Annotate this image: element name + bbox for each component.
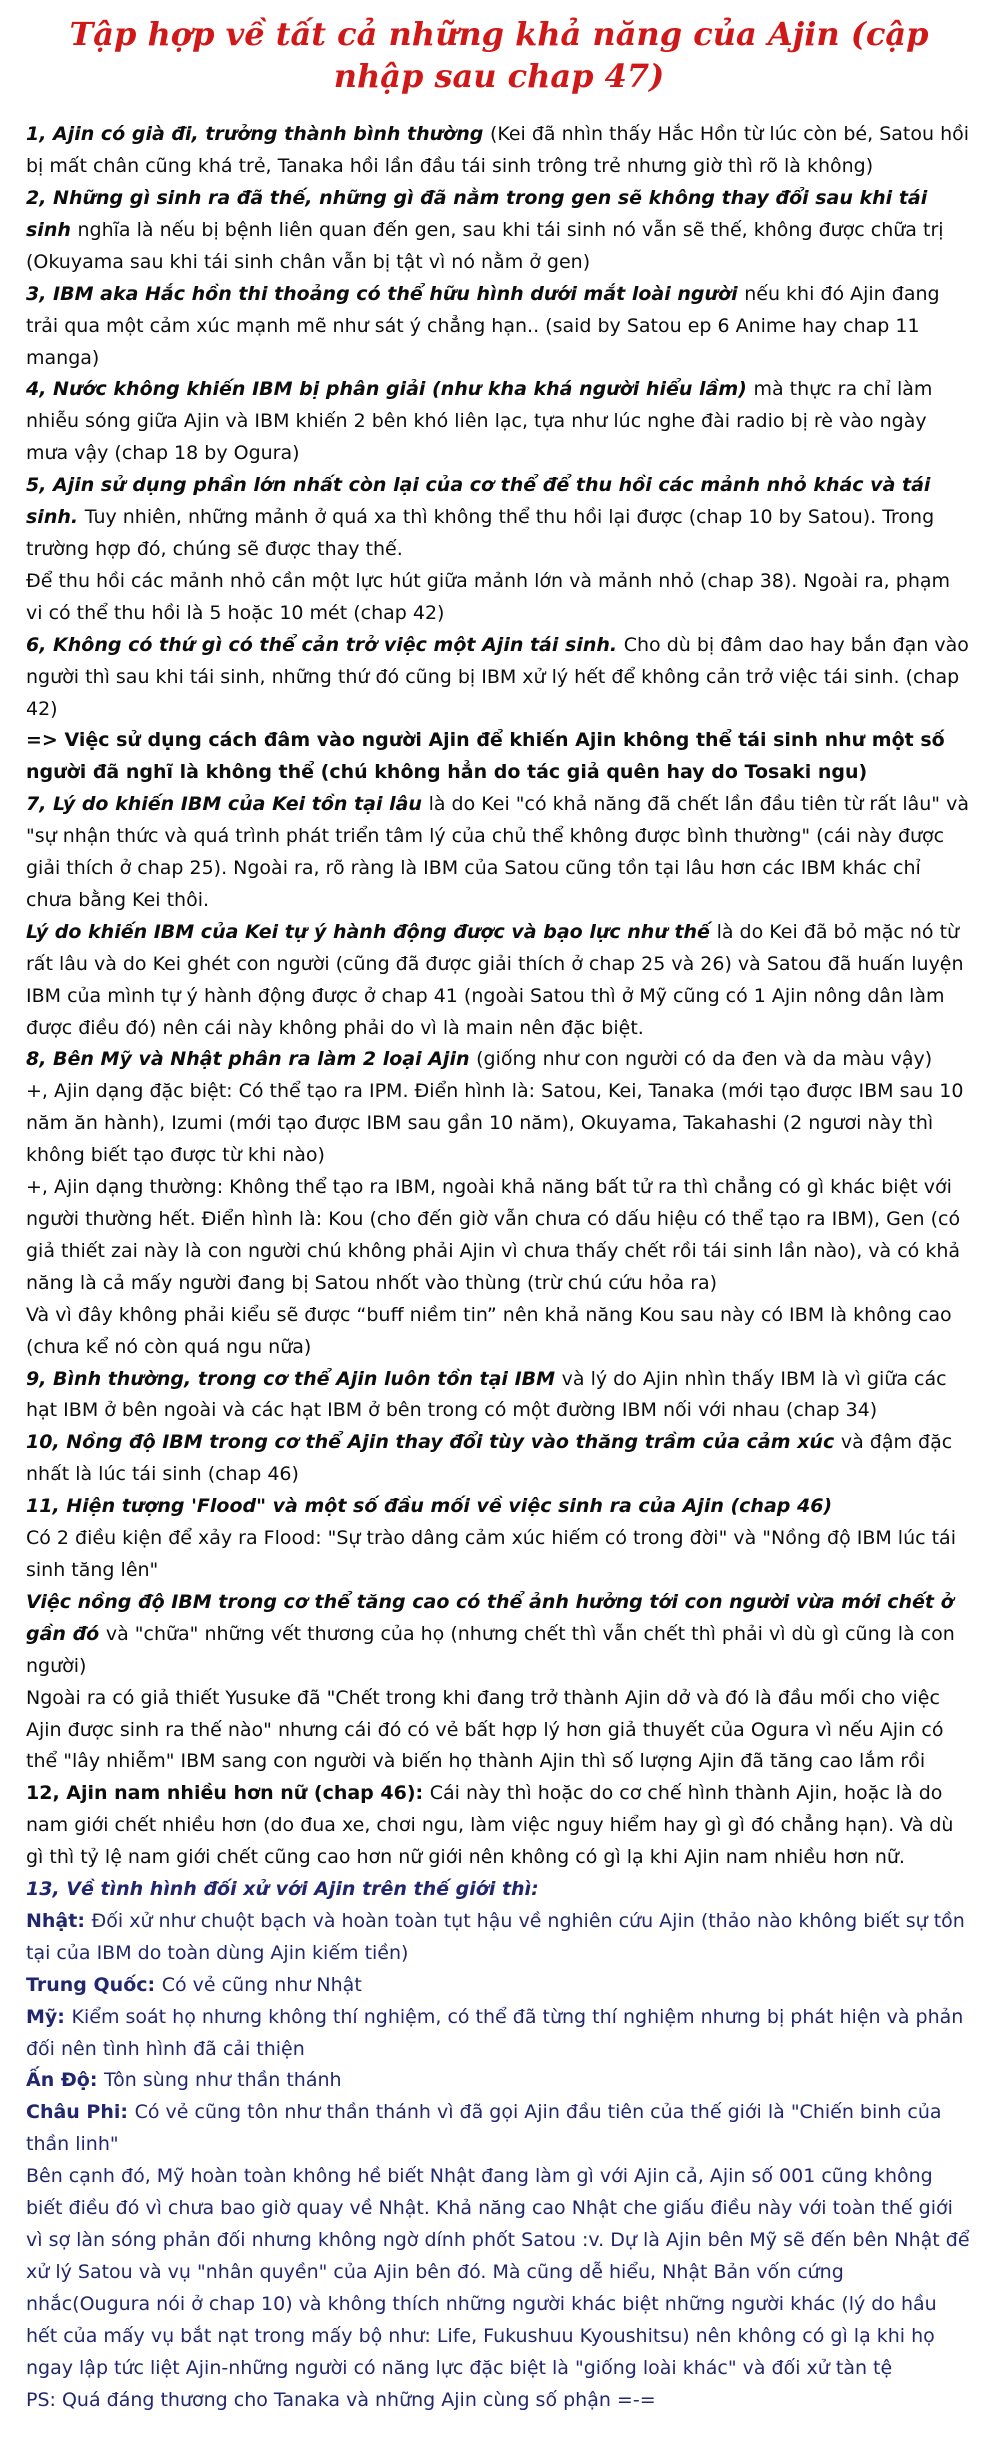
page-title: Tập hợp về tất cả những khả năng của Ajin (cập nhập sau chap 47)	[69, 15, 929, 95]
text-segment: Cho dù bị đâm dao hay bắn đạn vào người thì sau khi tái sinh, những thứ đó cũng bị IBM xử lý hết để không cản trở việc tái sinh. (chap 42)	[26, 633, 969, 720]
text-segment: (giống như con người có da đen và da màu vậy)	[476, 1048, 933, 1071]
paragraph	[26, 470, 972, 566]
paragraph	[26, 1364, 972, 1428]
text-segment: Và vì đây không phải kiểu sẽ được “buff niềm tin” nên khả năng Kou sau này có IBM là không cao (chưa kể nó còn quá ngu nữa)	[26, 1303, 952, 1358]
text-segment: (Kei đã nhìn thấy Hắc Hồn từ lúc còn bé, Satou hồi bị mất chân cũng khá trẻ, Tanaka hồi lần đầu tái sinh trông trẻ nhưng giờ thì rõ là không)	[26, 123, 970, 178]
paragraph	[26, 1172, 972, 1300]
text-segment: 2, Những gì sinh ra đã thế, những gì đã nằm trong gen sẽ không thay đổi sau khi tái sinh	[26, 187, 928, 241]
text-segment: 11, Hiện tượng 'Flood" và một số đầu mối về việc sinh ra của Ajin (chap 46)	[26, 1495, 833, 1518]
text-segment: nếu khi đó Ajin đang trải qua một cảm xúc mạnh mẽ như sát ý chẳng hạn.. (said by Satou ep 6 Anime hay chap 11 manga)	[26, 282, 940, 369]
text-segment: mà thực ra chỉ làm nhiễu sóng giữa Ajin và IBM khiến 2 bên khó liên lạc, tựa như lúc nghe đài radio bị rè vào ngày mưa vậy (chap 18 by Ogura)	[26, 378, 933, 465]
paragraph	[26, 119, 972, 183]
paragraph	[26, 1523, 972, 1587]
text-segment: Cái này thì hoặc do cơ chế hình thành Ajin, hoặc là do nam giới chết nhiều hơn (do đua xe, chơi ngu, làm việc nguy hiểm hay gì gì đó chẳng hạn). Và dù gì thì tỷ lệ nam giới chết cũng cao hơn nữ giới nên không có gì lạ khi Ajin nam nhiều hơn nữ.	[26, 1782, 954, 1869]
paragraph	[26, 789, 972, 917]
paragraph	[26, 1300, 972, 1364]
text-segment: 13, Về tình hình đối xử với Ajin trên thế giới thì:	[26, 1878, 539, 1901]
paragraph	[26, 566, 972, 630]
paragraph	[26, 1970, 972, 2002]
text-segment: 9, Bình thường, trong cơ thể Ajin luôn tồn tại IBM	[26, 1367, 562, 1390]
text-segment: Có 2 điều kiện để xảy ra Flood: "Sự trào dâng cảm xúc hiếm có trong đời" và "Nồng độ IBM lúc tái sinh tăng lên"	[26, 1527, 956, 1581]
text-segment: 5, Ajin sử dụng phần lớn nhất còn lại của cơ thể để thu hồi các mảnh nhỏ khác và tái sinh.	[26, 474, 931, 529]
text-segment: Tuy nhiên, những mảnh ở quá xa thì không thể thu hồi lại được (chap 10 by Satou). Trong trường hợp đó, chúng sẽ được thay thế.	[26, 506, 935, 560]
text-segment: Bên cạnh đó, Mỹ hoàn toàn không hề biết Nhật đang làm gì với Ajin cả, Ajin số 001 cũng không biết điều đó vì chưa bao giờ quay về Nhật. Khả năng cao Nhật che giấu điều này với toàn thế giới vì sợ làn sóng phản đối nhưng không ngờ dính phốt Satou :v. Dự là Ajin bên Mỹ sẽ đến bên Nhật để xử lý Satou và vụ "nhân quyền" của Ajin bên đó. Mà cũng dễ hiểu, Nhật Bản vốn cứng nhắc(Ougura nói ở chap 10) và không thích những người khác biệt những người khác (lý do hầu hết của mấy vụ bắt nạt trong mấy bộ như: Life, Fukushuu Kyoushitsu) nên không có gì lạ khi họ ngay lập tức liệt Ajin-những người có năng lực đặc biệt là "giống loài khác" và đối xử tàn tệ	[26, 2165, 970, 2379]
paragraph	[26, 1874, 972, 1906]
text-segment: 4, Nước không khiến IBM bị phân giải (như kha khá người hiểu lầm)	[26, 378, 754, 401]
paragraph	[26, 630, 972, 726]
paragraph	[26, 374, 972, 470]
text-segment: => Việc sử dụng cách đâm vào người Ajin để khiến Ajin không thể tái sinh như một số người đã nghĩ là không thể (chú không hẳn do tác giả quên hay do Tosaki ngu)	[26, 729, 945, 784]
paragraph	[26, 2161, 972, 2384]
paragraph	[26, 1778, 972, 1874]
text-segment: Có vẻ cũng như Nhật	[161, 1973, 362, 1996]
text-segment: Việc nồng độ IBM trong cơ thể tăng cao có thể ảnh hưởng tới con người vừa mới chết ở gần đó	[26, 1590, 954, 1645]
text-segment: Kiểm soát họ nhưng không thí nghiệm, có thể đã từng thí nghiệm nhưng bị phát hiện và phản đối nên tình hình đã cải thiện	[26, 2005, 964, 2060]
paragraph	[26, 1044, 972, 1076]
paragraph	[26, 1427, 972, 1491]
text-segment: Trung Quốc:	[26, 1973, 162, 1996]
paragraph	[26, 1906, 972, 1970]
text-segment: Ấn Độ:	[26, 2069, 105, 2092]
text-segment: và "chữa" những vết thương của họ (nhưng chết thì vẫn chết thì phải vì dù gì cũng là con người)	[26, 1622, 955, 1677]
paragraph	[26, 725, 972, 789]
text-segment: Có vẻ cũng tôn như thần thánh vì đã gọi Ajin đầu tiên của thế giới là "Chiến binh của thần linh"	[26, 2101, 942, 2156]
paragraph	[26, 2097, 972, 2161]
paragraph	[26, 2002, 972, 2066]
text-segment: PS: Quá đáng thương cho Tanaka và những Ajin cùng số phận =-=	[26, 2388, 656, 2411]
text-segment: 12, Ajin nam nhiều hơn nữ (chap 46):	[26, 1782, 430, 1805]
paragraph	[26, 917, 972, 1045]
text-segment: Mỹ:	[26, 2005, 72, 2028]
text-segment: là do Kei "có khả năng đã chết lần đầu tiên từ rất lâu" và "sự nhận thức và quá trình phát triển tâm lý của chủ thể không được bình thường" (cái này được giải thích ở chap 25). Ngoài ra, rõ ràng là IBM của Satou cũng tồn tại lâu hơn các IBM khác chỉ chưa bằng Kei thôi.	[26, 793, 969, 911]
paragraph	[26, 1491, 972, 1523]
paragraph	[26, 1587, 972, 1683]
text-segment: 10, Nồng độ IBM trong cơ thể Ajin thay đổi tùy vào thăng trầm của cảm xúc	[26, 1431, 841, 1454]
paragraph	[26, 1683, 972, 1779]
text-segment: Đối xử như chuột bạch và hoàn toàn tụt hậu về nghiên cứu Ajin (thảo nào không biết sự tồn tại của IBM do toàn dùng Ajin kiếm tiền)	[26, 1909, 965, 1964]
text-segment: Nhật:	[26, 1909, 92, 1932]
paragraph	[26, 2065, 972, 2097]
text-segment: Tôn sùng như thần thánh	[104, 2069, 342, 2092]
paragraph	[26, 1076, 972, 1172]
paragraph	[26, 2385, 972, 2417]
text-segment: 6, Không có thứ gì có thể cản trở việc một Ajin tái sinh.	[26, 633, 624, 656]
paragraph	[26, 279, 972, 375]
text-segment: +, Ajin dạng đặc biệt: Có thể tạo ra IPM. Điển hình là: Satou, Kei, Tanaka (mới tạo được IBM sau 10 năm ăn hành), Izumi (mới tạo được IBM sau gần 10 năm), Okuyama, Takahashi (2 ngươi này thì không biết tạo được từ khi nào)	[26, 1080, 964, 1167]
text-segment: là do Kei đã bỏ mặc nó từ rất lâu và do Kei ghét con người (cũng đã được giải thích ở chap 25 và 26) và Satou đã huấn luyện IBM của mình tự ý hành động được ở chap 41 (ngoài Satou thì ở Mỹ cũng có 1 Ajin nông dân làm được điều đó) nên cái này không phải do vì là main nên đặc biệt.	[26, 920, 964, 1039]
document-body	[26, 119, 972, 2416]
text-segment: +, Ajin dạng thường: Không thể tạo ra IBM, ngoài khả năng bất tử ra thì chẳng có gì khác biệt với người thường hết. Điển hình là: Kou (cho đến giờ vẫn chưa có dấu hiệu có thể tạo ra IBM), Gen (có giả thiết zai này là con người chú không phải Ajin vì chưa thấy chết rồi tái sinh lần nào), và có khả năng là cả mấy người đang bị Satou nhốt vào thùng (trừ chú cứu hỏa ra)	[26, 1176, 961, 1294]
text-segment: và lý do Ajin nhìn thấy IBM là vì giữa các hạt IBM ở bên ngoài và các hạt IBM ở bên trong có một đường IBM nối với nhau (chap 34)	[26, 1367, 947, 1422]
text-segment: Ngoài ra có giả thiết Yusuke đã "Chết trong khi đang trở thành Ajin dở và đó là đầu mối cho việc Ajin được sinh ra thế nào" nhưng cái đó có vẻ bất hợp lý hơn giả thuyết của Ogura vì nếu Ajin có thể "lây nhiễm" IBM sang con người và biến họ thành Ajin thì số lượng Ajin đã tăng cao lắm rồi	[26, 1686, 944, 1773]
text-segment: 7, Lý do khiến IBM của Kei tồn tại lâu	[26, 793, 429, 816]
paragraph	[26, 183, 972, 279]
text-segment: nghĩa là nếu bị bệnh liên quan đến gen, sau khi tái sinh nó vẫn sẽ thế, không được chữa trị (Okuyama sau khi tái sinh chân vẫn bị tật vì nó nằm ở gen)	[26, 218, 944, 273]
text-segment: 8, Bên Mỹ và Nhật phân ra làm 2 loại Ajin	[26, 1048, 477, 1071]
text-segment: 3, IBM aka Hắc hồn thi thoảng có thể hữu hình dưới mắt loài người	[26, 282, 745, 305]
text-segment: Lý do khiến IBM của Kei tự ý hành động được và bạo lực như thế	[26, 920, 717, 943]
text-segment: Châu Phi:	[26, 2101, 135, 2124]
text-segment: và đậm đặc nhất là lúc tái sinh (chap 46)	[26, 1431, 953, 1486]
text-segment: Để thu hồi các mảnh nhỏ cần một lực hút giữa mảnh lớn và mảnh nhỏ (chap 38). Ngoài ra, phạm vi có thể thu hồi là 5 hoặc 10 mét (chap 42)	[26, 569, 951, 624]
text-segment: 1, Ajin có già đi, trưởng thành bình thường	[26, 123, 490, 146]
